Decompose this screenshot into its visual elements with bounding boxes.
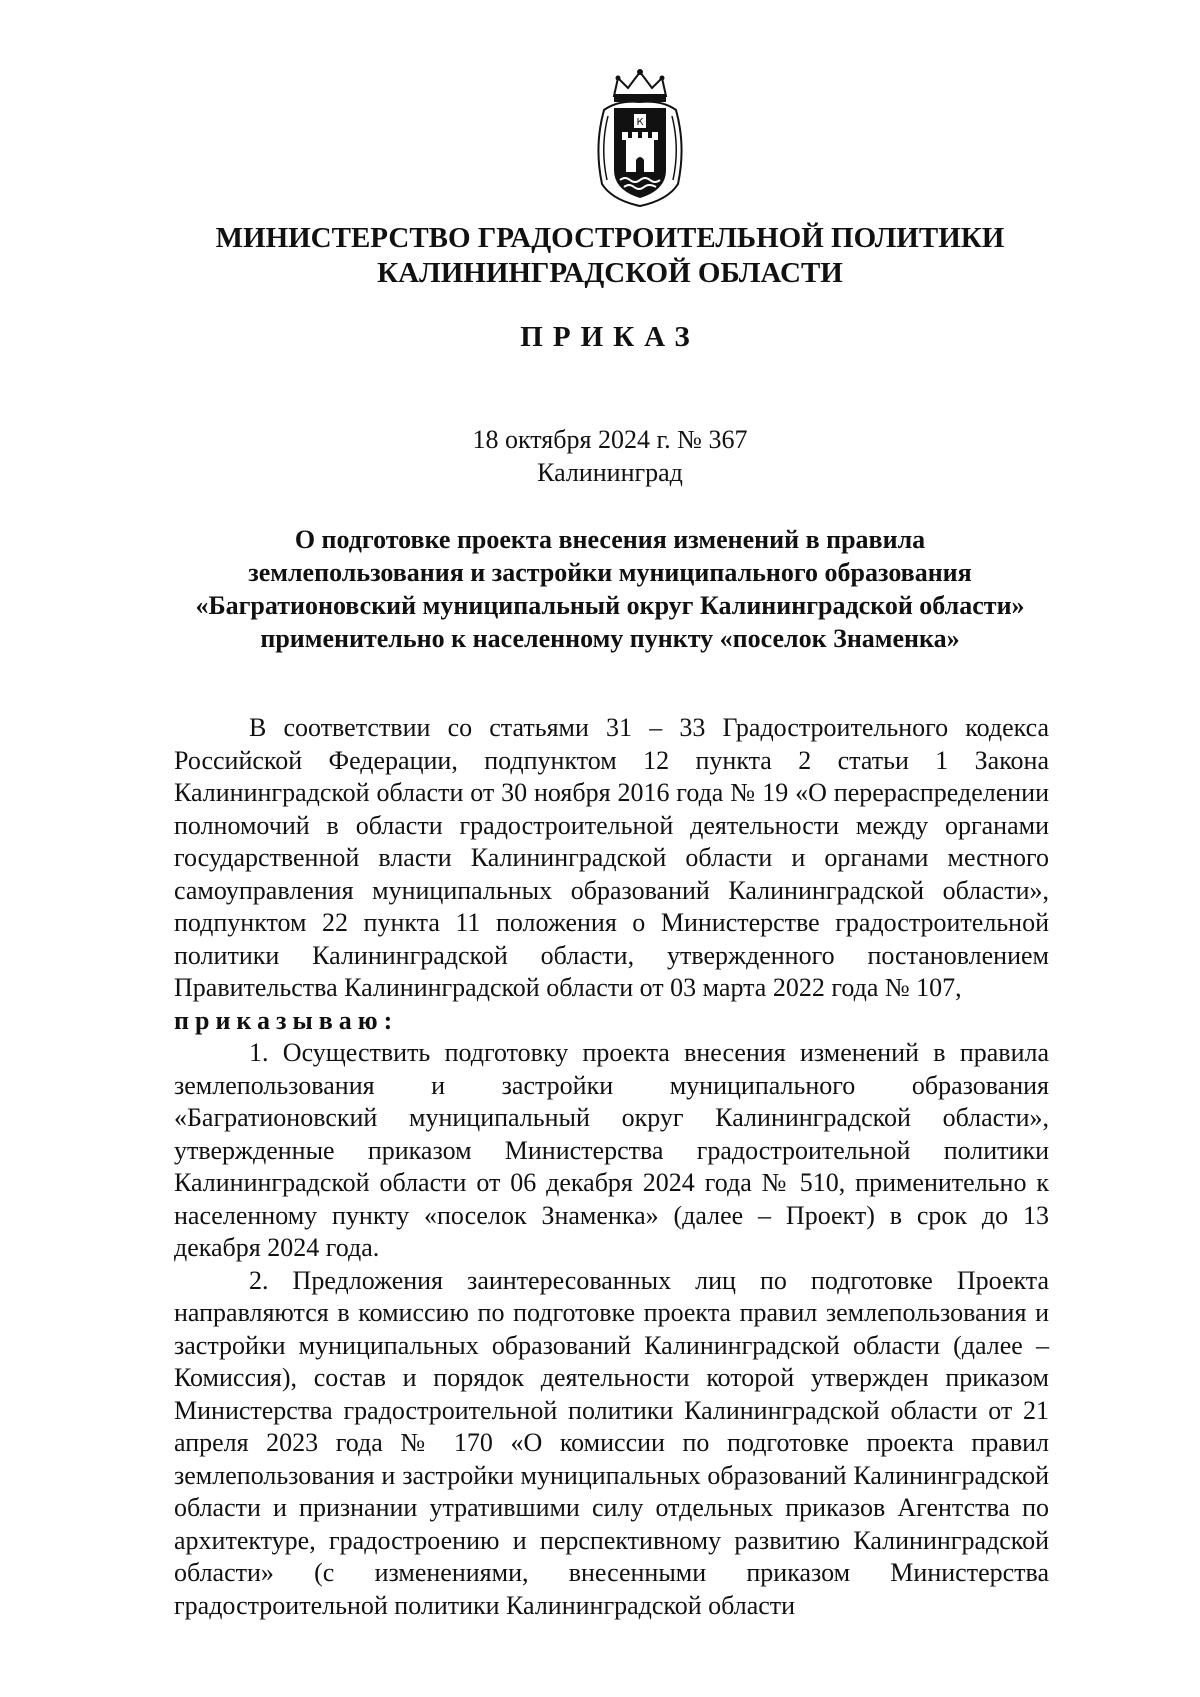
subject-line3: «Багратионовский муниципальный округ Калининградской области» <box>195 591 1025 620</box>
preamble-paragraph: В соответствии со статьями 31 – 33 Градостроительного кодекса Российской Федерации, подпунктом 12 пункта 2 статьи 1 Закона Калининградской области от 30 ноября 2016 года № 19 «О перераспределении полномочий в области градостроительной деятельности между органами государственной власти Калининградской области и органами местного самоуправления муниципальных образований Калининградской области», подпунктом 22 пункта 11 положения о Министерстве градостроительной политики Калининградской области, утвержденного постановлением Правительства Калининградской области от 03 марта 2022 года № 107, <box>174 713 1049 1002</box>
document-type: ПРИКАЗ <box>520 321 700 353</box>
decree-word: приказываю: <box>174 1005 399 1035</box>
item-2-paragraph: 2. Предложения заинтересованных лиц по подготовке Проекта направляются в комиссию по подготовке проекта правил землепользования и застройки муниципальных образований Калининградской области (далее – Комиссия), состав и порядок деятельности которой утвержден приказом Министерства градостроительной политики Калининградской области от 21 апреля 2023 года № 170 «О комиссии по подготовке проекта правил землепользования и застройки муниципальных образований Калининградской области и признании утратившими силу отдельных приказов Агентства по архитектуре, градостроению и перспективному развитию Калининградской области» (с изменениями, внесенными приказом Министерства градостроительной политики Калининградской области <box>174 1265 1049 1620</box>
ministry-name-line1: МИНИСТЕРСТВО ГРАДОСТРОИТЕЛЬНОЙ ПОЛИТИКИ <box>215 222 1005 254</box>
subject-line2: землепользования и застройки муниципального образования <box>248 558 972 587</box>
item-1-paragraph: 1. Осуществить подготовку проекта внесения изменений в правила землепользования и застройки муниципального образования «Багратионовский муниципальный округ Калининградской области», утвержденные приказом Министерства градостроительной политики Калининградской области от 06 декабря 2024 года № 510, применительно к населенному пункту «поселок Знаменка» (далее – Проект) в срок до 13 декабря 2024 года. <box>174 1038 1049 1262</box>
order-date-number: 18 октября 2024 г. № 367 <box>472 425 748 454</box>
ministry-name-line2: КАЛИНИНГРАДСКОЙ ОБЛАСТИ <box>377 257 843 289</box>
order-body <box>174 712 1049 1622</box>
kaliningrad-coat-of-arms-icon <box>592 66 688 208</box>
subject-line1: О подготовке проекта внесения изменений в правила <box>294 525 926 554</box>
order-date-block <box>140 423 1080 489</box>
svg-text:К: К <box>636 117 644 128</box>
order-city: Калининград <box>537 458 683 487</box>
order-subject <box>140 523 1080 655</box>
subject-line4: применительно к населенному пункту «поселок Знаменка» <box>260 624 960 653</box>
ministry-name <box>140 221 1080 291</box>
